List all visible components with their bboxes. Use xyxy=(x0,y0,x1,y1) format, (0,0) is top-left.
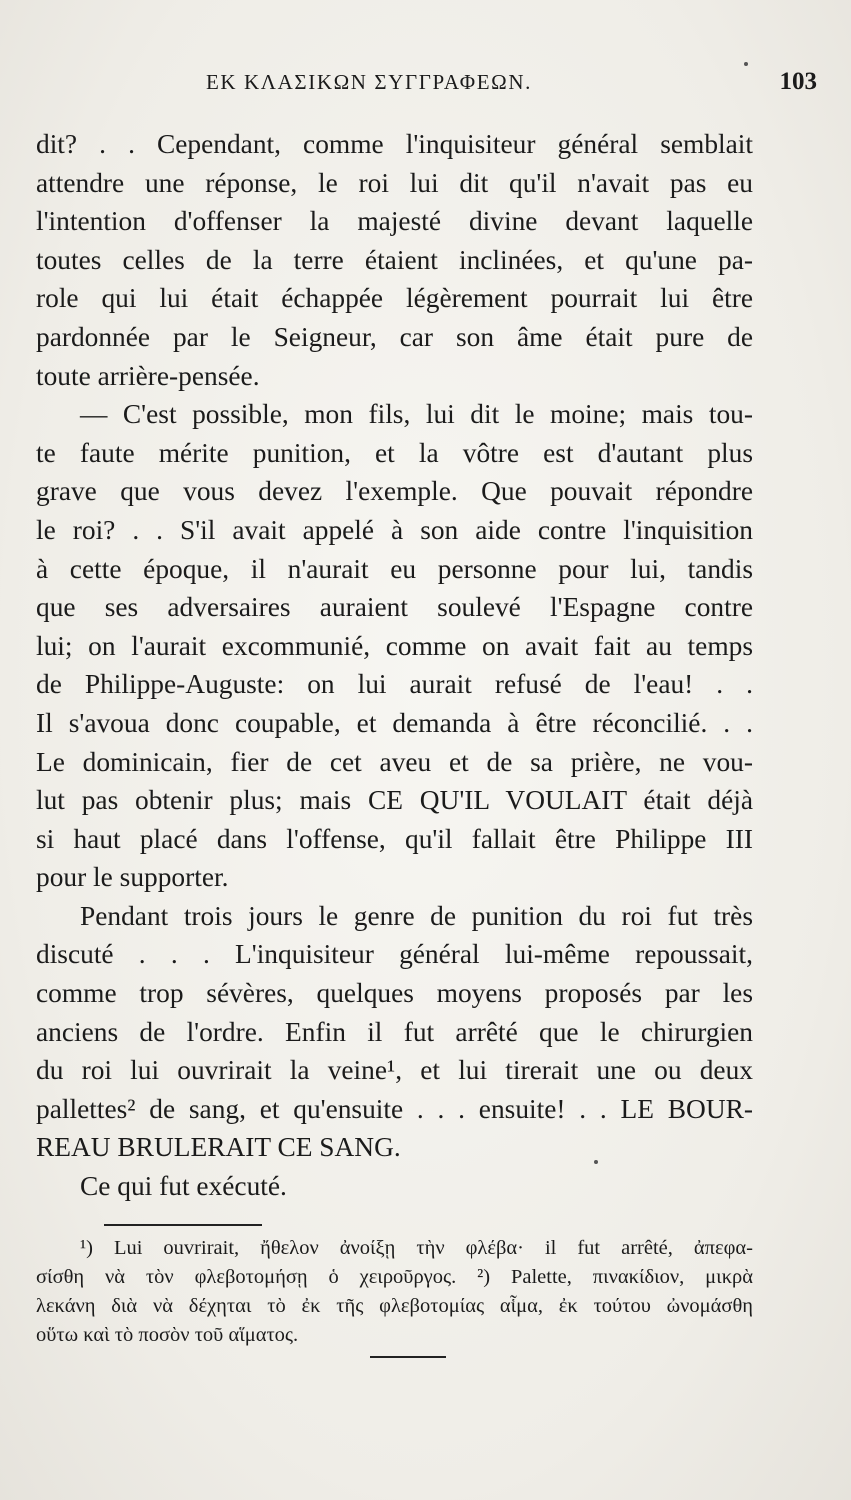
text-line: Pendant trois jours le genre de punition du roi fut très xyxy=(80,900,753,931)
page-header xyxy=(36,68,817,104)
text-line: du roi lui ouvrirait la veine¹, et lui tirerait une ou deux xyxy=(36,1055,753,1086)
running-title: ΕΚ ΚΛΑΣΙΚΩΝ ΣΥΓΓΡΑΦΕΩΝ. xyxy=(206,70,532,94)
text-line: toute arrière-pensée. xyxy=(36,360,260,391)
text-line: grave que vous devez l'exemple. Que pouvait répondre xyxy=(36,476,753,507)
text-line: dit? . . Cependant, comme l'inquisiteur général semblait xyxy=(36,129,753,159)
ink-speck xyxy=(744,62,748,66)
end-rule xyxy=(370,1356,446,1358)
text-line: REAU BRULERAIT CE SANG. xyxy=(36,1132,401,1163)
text-line: pallettes² de sang, et qu'ensuite . . . ensuite! . . LE BOUR- xyxy=(36,1093,753,1124)
footnote-line: λεκάνη διὰ νὰ δέχηται τὸ ἐκ τῆς φλεβοτομίας αἷμα, ἐκ τούτου ὠνομάσθη xyxy=(36,1295,753,1317)
footnote-separator xyxy=(104,1224,262,1226)
text-line: à cette époque, il n'aurait eu personne pour lui, tandis xyxy=(36,553,753,584)
text-line: discuté . . . L'inquisiteur général lui-même repoussait, xyxy=(36,939,753,970)
text-line: que ses adversaires auraient soulevé l'Espagne contre xyxy=(36,592,753,623)
text-line: attendre une réponse, le roi lui dit qu'il n'avait pas eu xyxy=(36,167,753,198)
text-line: te faute mérite punition, et la vôtre est d'autant plus xyxy=(36,437,753,468)
text-line: pardonnée par le Seigneur, car son âme était pure de xyxy=(36,321,753,352)
footnote-line: ¹) Lui ouvrirait, ἤθελον ἀνοίξῃ τὴν φλέβα· il fut arrêté, ἀπεφα- xyxy=(80,1237,753,1259)
footnote-line: οὕτω καὶ τὸ ποσὸν τοῦ αἵματος. xyxy=(36,1324,299,1346)
text-line: toutes celles de la terre étaient inclinées, et qu'une pa- xyxy=(36,244,753,275)
text-line: de Philippe-Auguste: on lui aurait refusé de l'eau! . . xyxy=(36,669,753,700)
text-line: pour le supporter. xyxy=(36,862,229,893)
footnote-line: σίσθη νὰ τὸν φλεβοτομήσῃ ὁ χειροῦργος. ²) Palette, πινακίδιον, μικρὰ xyxy=(36,1266,753,1288)
body-text xyxy=(36,125,753,1206)
text-line: lut pas obtenir plus; mais CE QU'IL VOULAIT était déjà xyxy=(36,785,753,816)
ink-speck xyxy=(594,1160,598,1164)
text-line: comme trop sévères, quelques moyens proposés par les xyxy=(36,978,753,1009)
page-number: 103 xyxy=(779,68,817,95)
text-line: l'intention d'offenser la majesté divine devant laquelle xyxy=(36,206,753,237)
text-line: lui; on l'aurait excommunié, comme on avait fait au temps xyxy=(36,630,753,661)
text-line: si haut placé dans l'offense, qu'il fallait être Philippe III xyxy=(36,823,753,854)
text-line: role qui lui était échappée légèrement pourrait lui être xyxy=(36,283,753,314)
text-line: anciens de l'ordre. Enfin il fut arrêté que le chirurgien xyxy=(36,1016,753,1047)
text-line: Le dominicain, fier de cet aveu et de sa prière, ne vou- xyxy=(36,746,753,777)
text-line: Il s'avoua donc coupable, et demanda à être réconcilié. . . xyxy=(36,707,753,738)
text-line: — C'est possible, mon fils, lui dit le moine; mais tou- xyxy=(80,399,753,430)
footnotes xyxy=(36,1234,753,1350)
text-line: le roi? . . S'il avait appelé à son aide contre l'inquisition xyxy=(36,514,753,545)
text-line: Ce qui fut exécuté. xyxy=(80,1171,287,1202)
